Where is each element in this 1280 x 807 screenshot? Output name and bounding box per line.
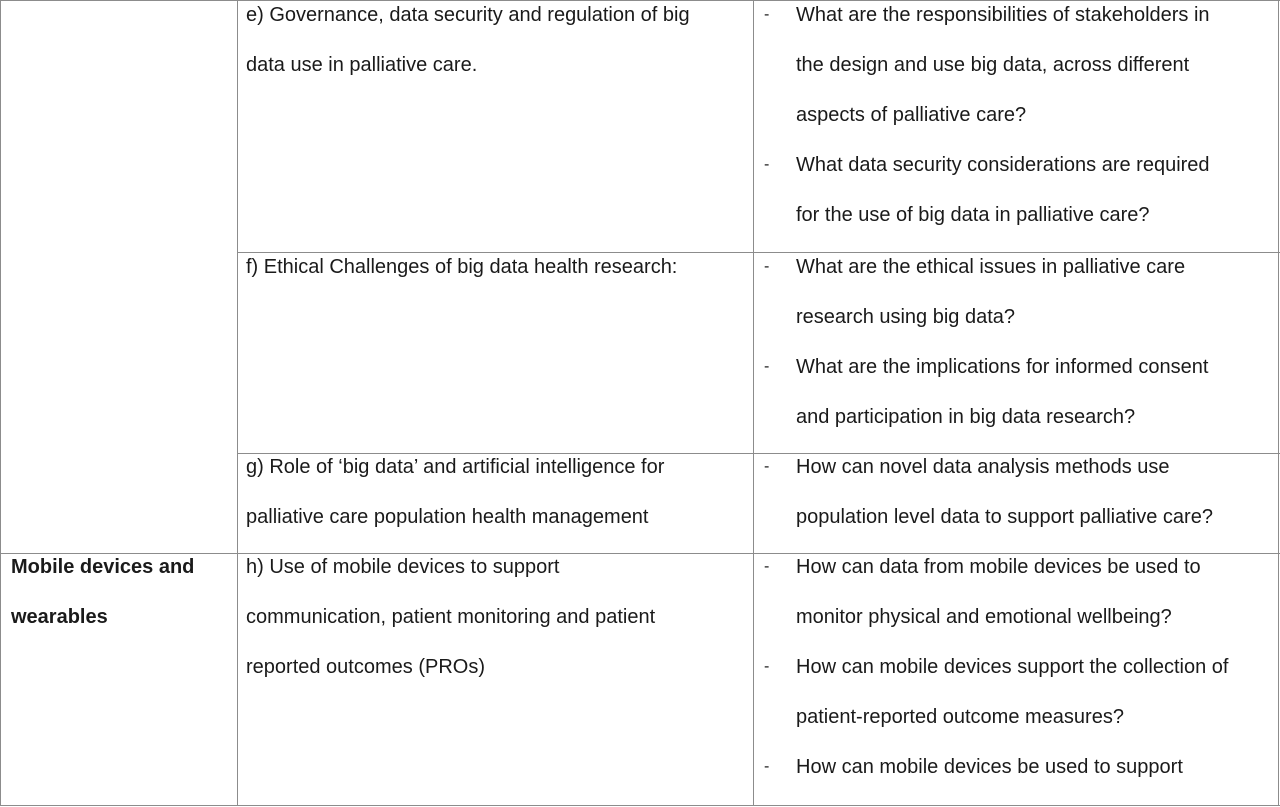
question-line: What are the implications for informed consent bbox=[796, 356, 1209, 378]
question-line: aspects of palliative care? bbox=[796, 104, 1027, 126]
question-line: monitor physical and emotional wellbeing? bbox=[796, 606, 1172, 628]
questions-cell bbox=[754, 542, 1274, 804]
question-line: for the use of big data in palliative care? bbox=[796, 204, 1150, 226]
table-border-bottom bbox=[0, 805, 1280, 806]
topic-line: reported outcomes (PROs) bbox=[246, 656, 485, 678]
question-line: How can data from mobile devices be used to bbox=[796, 556, 1201, 578]
topic-cell bbox=[246, 242, 746, 292]
question-line: patient-reported outcome measures? bbox=[796, 706, 1124, 728]
table-border-left bbox=[0, 0, 1, 806]
topic-line: data use in palliative care. bbox=[246, 54, 478, 76]
question-line: What are the ethical issues in palliative care bbox=[796, 256, 1186, 278]
topic-line: h) Use of mobile devices to support bbox=[246, 556, 560, 578]
topic-line: g) Role of ‘big data’ and artificial intelligence for bbox=[246, 456, 665, 478]
question-line: What are the responsibilities of stakeholders in bbox=[796, 4, 1210, 26]
table-border-right bbox=[1278, 0, 1279, 806]
bullet-dash: - bbox=[764, 6, 770, 23]
question-line: How can mobile devices be used to support bbox=[796, 756, 1183, 778]
question-line: What data security considerations are required bbox=[796, 154, 1210, 176]
question-line: and participation in big data research? bbox=[796, 406, 1136, 428]
column-divider bbox=[237, 0, 238, 806]
theme-line: Mobile devices and bbox=[11, 556, 195, 578]
theme-cell bbox=[11, 542, 233, 642]
topic-line: f) Ethical Challenges of big data health research: bbox=[246, 256, 678, 278]
questions-cell bbox=[754, 242, 1274, 442]
topic-line: palliative care population health management bbox=[246, 506, 649, 528]
topic-cell bbox=[246, 442, 746, 542]
bullet-dash: - bbox=[764, 358, 770, 375]
question-line: How can mobile devices support the collection of bbox=[796, 656, 1229, 678]
bullet-dash: - bbox=[764, 458, 770, 475]
questions-cell bbox=[754, 442, 1274, 542]
bullet-dash: - bbox=[764, 558, 770, 575]
topic-cell bbox=[246, 0, 746, 90]
topic-line: e) Governance, data security and regulation of big bbox=[246, 4, 690, 26]
question-line: How can novel data analysis methods use bbox=[796, 456, 1170, 478]
bullet-dash: - bbox=[764, 258, 770, 275]
bullet-dash: - bbox=[764, 156, 770, 173]
question-line: the design and use big data, across different bbox=[796, 54, 1190, 76]
theme-line: wearables bbox=[11, 606, 108, 628]
topic-line: communication, patient monitoring and patient bbox=[246, 606, 656, 628]
question-line: research using big data? bbox=[796, 306, 1016, 328]
bullet-dash: - bbox=[764, 658, 770, 675]
bullet-dash: - bbox=[764, 758, 770, 775]
topic-cell bbox=[246, 542, 746, 692]
questions-cell bbox=[754, 0, 1274, 250]
question-line: population level data to support palliative care? bbox=[796, 506, 1213, 528]
